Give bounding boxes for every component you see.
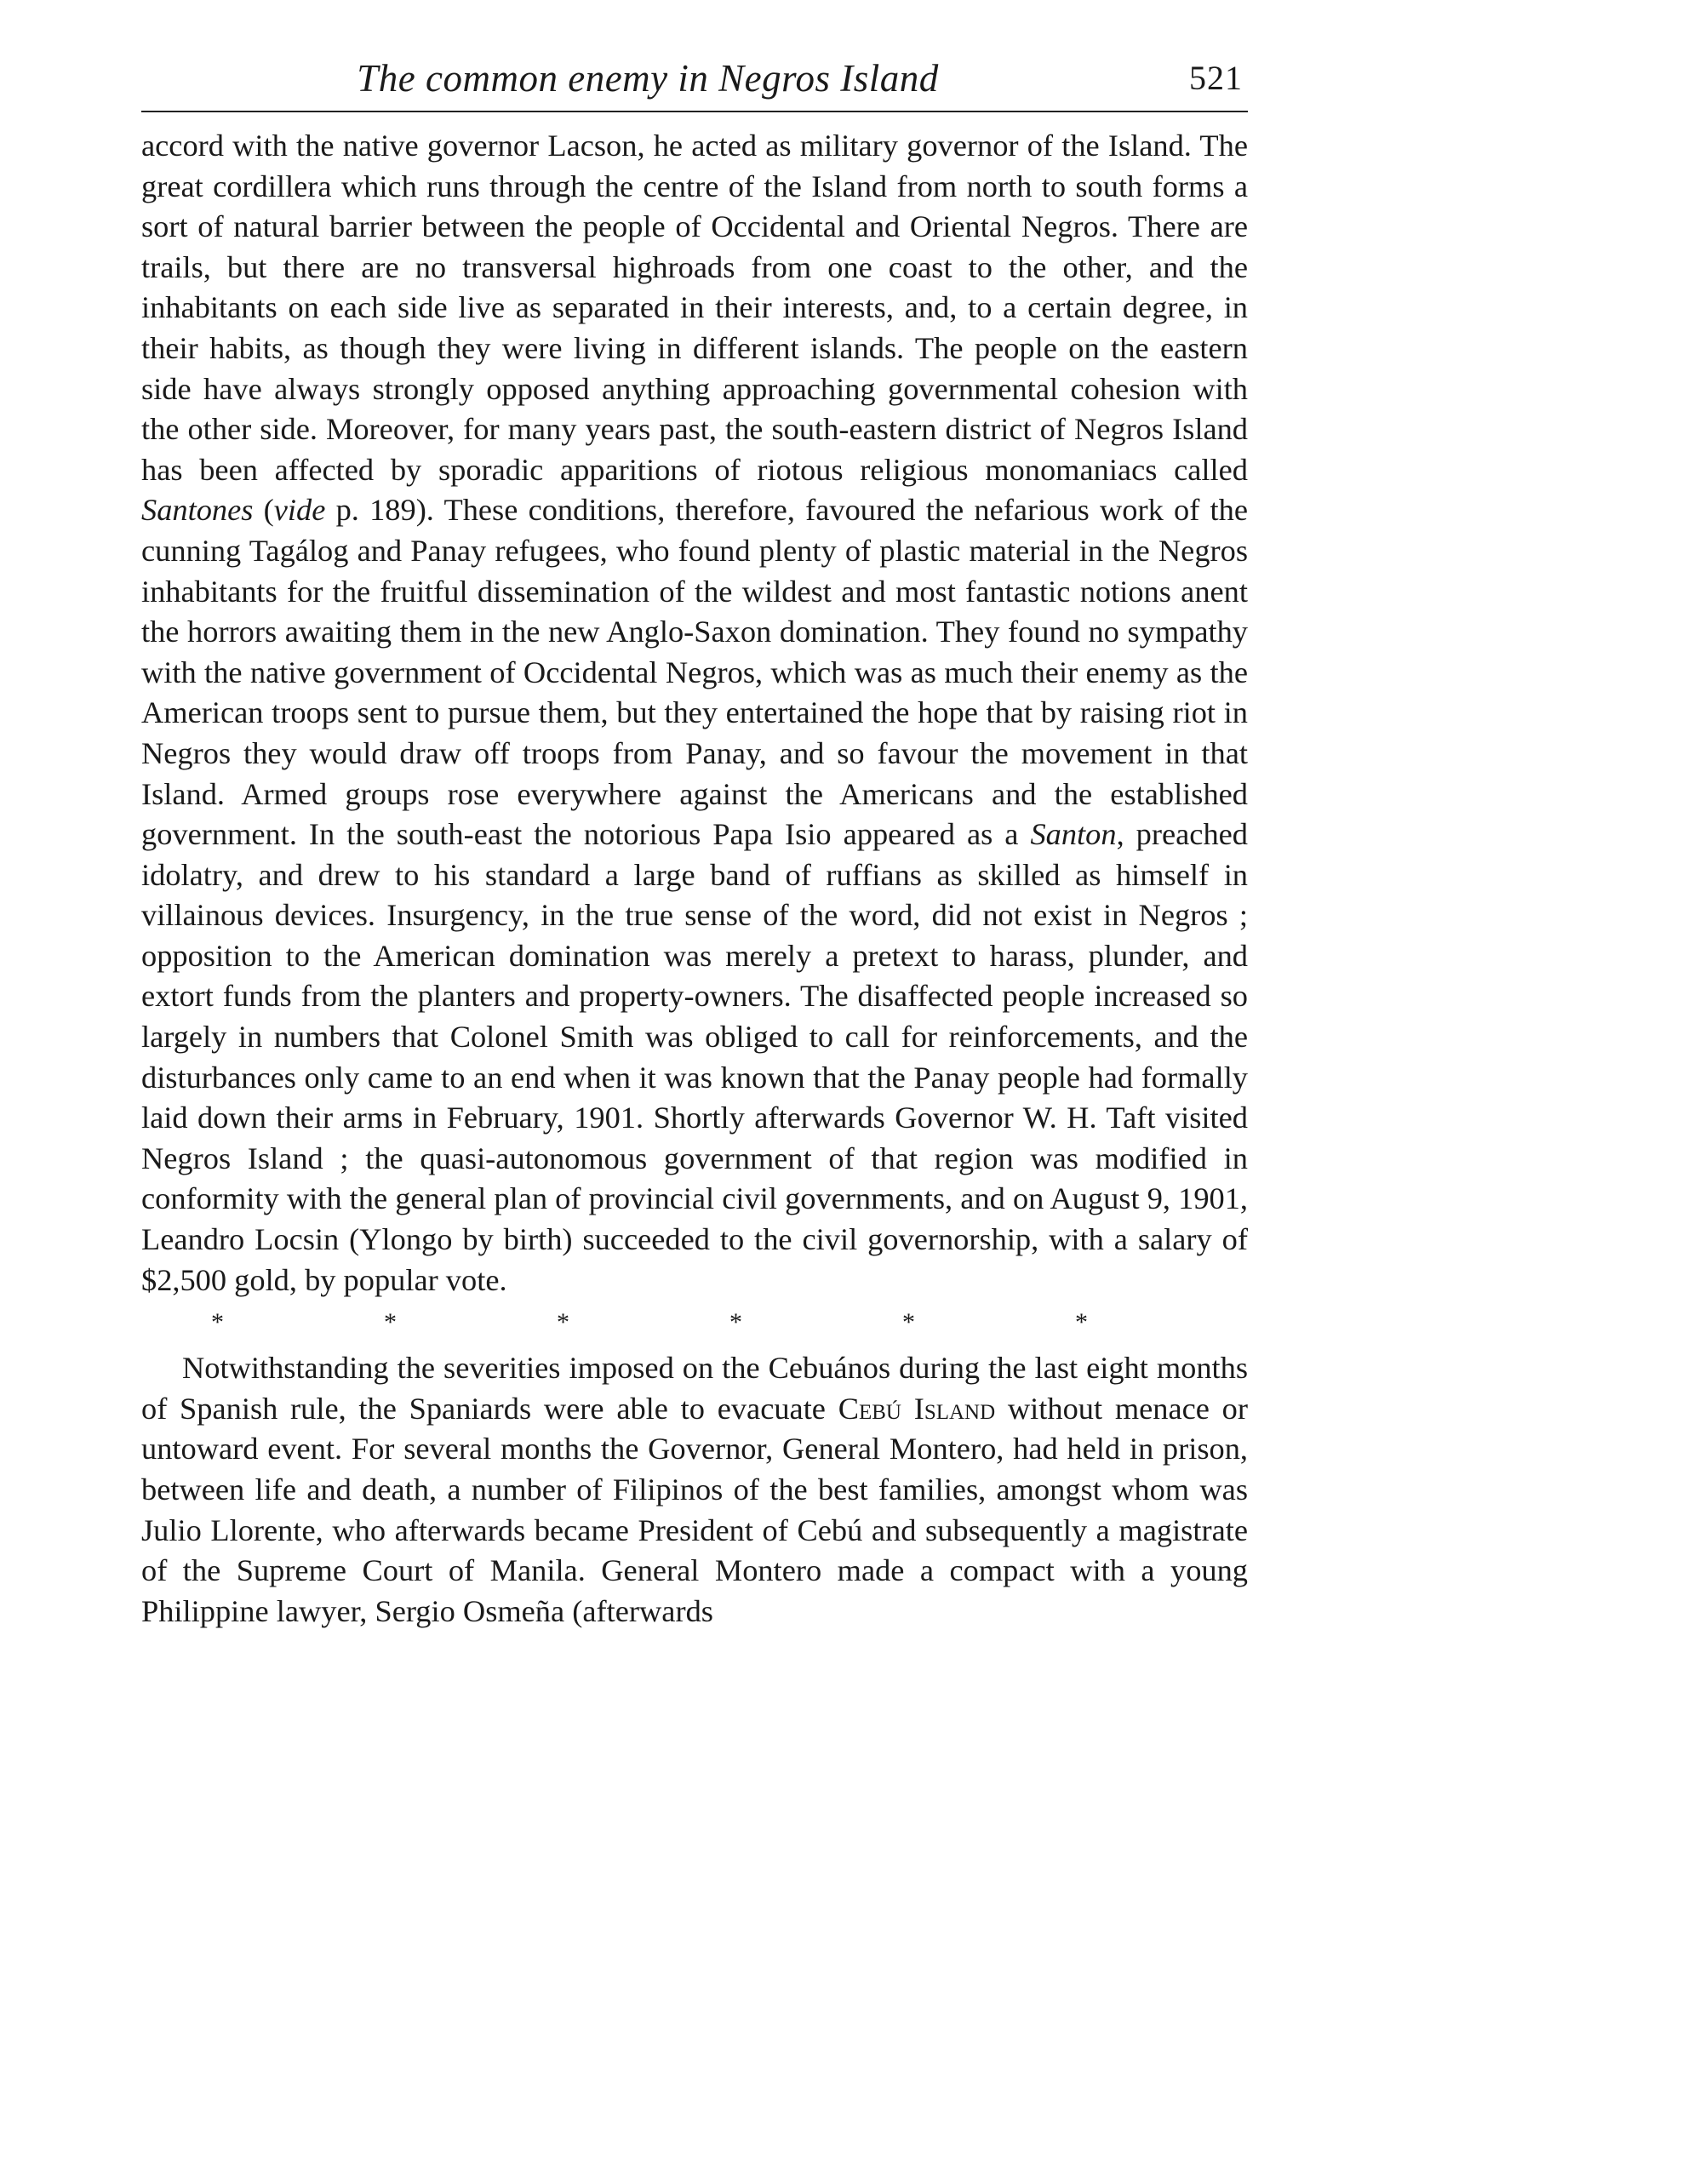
paragraph-negros-text-1: accord with the native governor Lacson, he acted as military governor of the Island. The great cordillera which runs through the centre of the Island from north to south forms a sort of natural barrier between the people of Occidental and Oriental Negros. There are trails, but there are no transversal highroads from one coast to the other, and the inhabitants on each side live as separated in their interests, and, to a certain degree, in their habits, as though they were living in different islands. The people on the eastern side have always strongly opposed anything approaching governmental cohesion with the other side. Moreover, for many years past, the south-eastern district of Negros Island has been affected by sporadic apparitions of riotous religious monomaniacs called	[141, 129, 1248, 487]
section-break-asterisms	[141, 1306, 1248, 1340]
asterism: *	[211, 1308, 224, 1337]
asterism: *	[1075, 1308, 1088, 1337]
paragraph-negros-text-4: , preached idolatry, and drew to his standard a large band of ruffians as skilled as himself in villainous devices. Insurgency, in the true sense of the word, did not exist in Negros ; opposition to the American domination was merely a pretext to harass, plunder, and extort funds from the planters and property-owners. The disaffected people increased so largely in numbers that Colonel Smith was obliged to call for reinforcements, and the disturbances only came to an end when it was known that the Panay people had formally laid down their arms in February, 1901. Shortly afterwards Governor W. H. Taft visited Negros Island ; the quasi-autonomous government of that region was modified in conformity with the general plan of provincial civil governments, and on August 9, 1901, Leandro Locsin (Ylongo by birth) succeeded to the civil governorship, with a salary of $2,500 gold, by popular vote.	[141, 817, 1248, 1297]
italic-santones: Santones	[141, 493, 254, 528]
asterism: *	[384, 1308, 397, 1337]
smallcaps-cebu-island: Cebú Island	[838, 1391, 996, 1426]
italic-santon: Santon	[1030, 817, 1117, 852]
asterism: *	[902, 1308, 915, 1337]
asterism: *	[557, 1308, 569, 1337]
running-header	[141, 51, 1248, 112]
italic-vide: vide	[273, 493, 326, 528]
running-title: The common enemy in Negros Island	[357, 57, 939, 100]
paragraph-cebu	[141, 1348, 1248, 1632]
paragraph-cebu-text-2: without menace or untoward event. For several months the Governor, General Montero, had held in prison, between life and death, a number of Filipinos of the best families, amongst whom was Julio Llorente, who afterwards became President of Cebú and subsequently a magistrate of the Supreme Court of Manila. General Montero made a compact with a young Philippine lawyer, Sergio Osmeña (afterwards	[141, 1391, 1248, 1628]
page-number: 521	[1189, 59, 1243, 97]
asterism: *	[729, 1308, 742, 1337]
paragraph-negros	[141, 126, 1248, 1301]
paragraph-negros-text-3: p. 189). These conditions, therefore, favoured the nefarious work of the cunning Tagálog and Panay refugees, who found plenty of plastic material in the Negros inhabitants for the fruitful dissemination of the wildest and most fantastic notions anent the horrors awaiting them in the new Anglo-Saxon domination. They found no sympathy with the native government of Occidental Negros, which was as much their enemy as the American troops sent to pursue them, but they entertained the hope that by raising riot in Negros they would draw off troops from Panay, and so favour the movement in that Island. Armed groups rose everywhere against the Americans and the established government. In the south-east the notorious Papa Isio appeared as a	[141, 493, 1248, 852]
paragraph-cebu-text-1: Notwithstanding the severities imposed on the Cebuános during the last eight months of Spanish rule, the Spaniards were able to evacuate	[141, 1351, 1248, 1426]
paragraph-negros-text-2: (	[253, 493, 274, 528]
book-page	[141, 51, 1248, 1632]
body-text	[141, 126, 1248, 1632]
